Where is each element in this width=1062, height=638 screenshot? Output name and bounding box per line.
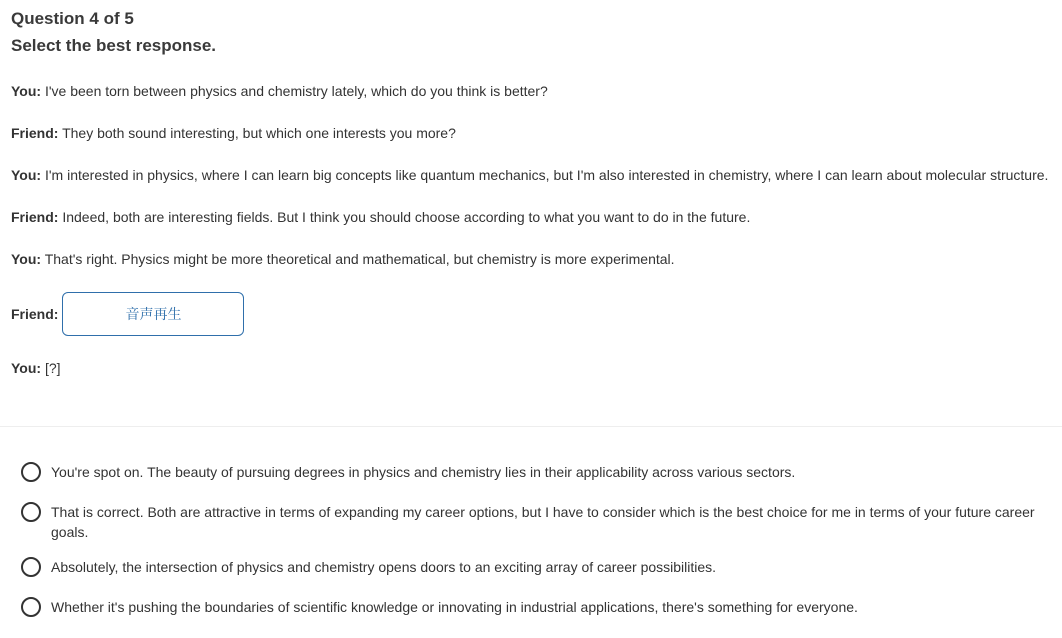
- dialogue-text: I'm interested in physics, where I can learn big concepts like quantum mechanics, but I'm also interested in chemistry, where I can learn about molecular structure.: [44, 167, 1049, 183]
- radio-button[interactable]: [21, 597, 41, 617]
- speaker-label: You:: [11, 83, 42, 99]
- question-counter: Question 4 of 5: [11, 9, 134, 28]
- dialogue-text: They both sound interesting, but which one interests you more?: [62, 125, 456, 141]
- dialogue-line: [11, 124, 456, 142]
- dialogue-line: [11, 82, 548, 100]
- speaker-label: Friend:: [11, 306, 59, 322]
- option-text: That is correct. Both are attractive in terms of expanding my career options, but I have to consider which is the best choice for me in terms of your future career goals.: [51, 504, 1035, 540]
- dialogue-text: That's right. Physics might be more theoretical and mathematical, but chemistry is more experimental.: [44, 251, 675, 267]
- option-text: You're spot on. The beauty of pursuing degrees in physics and chemistry lies in their applicability across various sectors.: [51, 464, 796, 480]
- audio-line: [11, 291, 244, 337]
- option-text: Whether it's pushing the boundaries of scientific knowledge or innovating in industrial applications, there's something for everyone.: [51, 599, 858, 615]
- dialogue-line: [11, 166, 1048, 184]
- dialogue-text: Indeed, both are interesting fields. But I think you should choose according to what you want to do in the future.: [62, 209, 751, 225]
- section-divider: [0, 426, 1062, 427]
- answer-option-3[interactable]: [21, 557, 1041, 577]
- answer-option-2[interactable]: [21, 502, 1041, 542]
- play-audio-button[interactable]: 音声再生: [62, 292, 244, 336]
- speaker-label: You:: [11, 251, 42, 267]
- answer-option-1[interactable]: [21, 462, 1041, 482]
- dialogue-line: [11, 208, 750, 226]
- question-instruction: Select the best response.: [11, 36, 217, 55]
- radio-button[interactable]: [21, 462, 41, 482]
- speaker-label: You:: [11, 167, 42, 183]
- dialogue-line: [11, 250, 675, 268]
- option-text: Absolutely, the intersection of physics and chemistry opens doors to an exciting array of career possibilities.: [51, 559, 717, 575]
- answer-option-4[interactable]: [21, 597, 1041, 617]
- question-header: [11, 8, 216, 57]
- speaker-label: You:: [11, 360, 42, 376]
- speaker-label: Friend:: [11, 125, 59, 141]
- speaker-label: Friend:: [11, 209, 59, 225]
- prompt-line: [11, 359, 61, 377]
- radio-button[interactable]: [21, 557, 41, 577]
- radio-button[interactable]: [21, 502, 41, 522]
- prompt-placeholder: [?]: [44, 360, 61, 376]
- dialogue-text: I've been torn between physics and chemistry lately, which do you think is better?: [44, 83, 548, 99]
